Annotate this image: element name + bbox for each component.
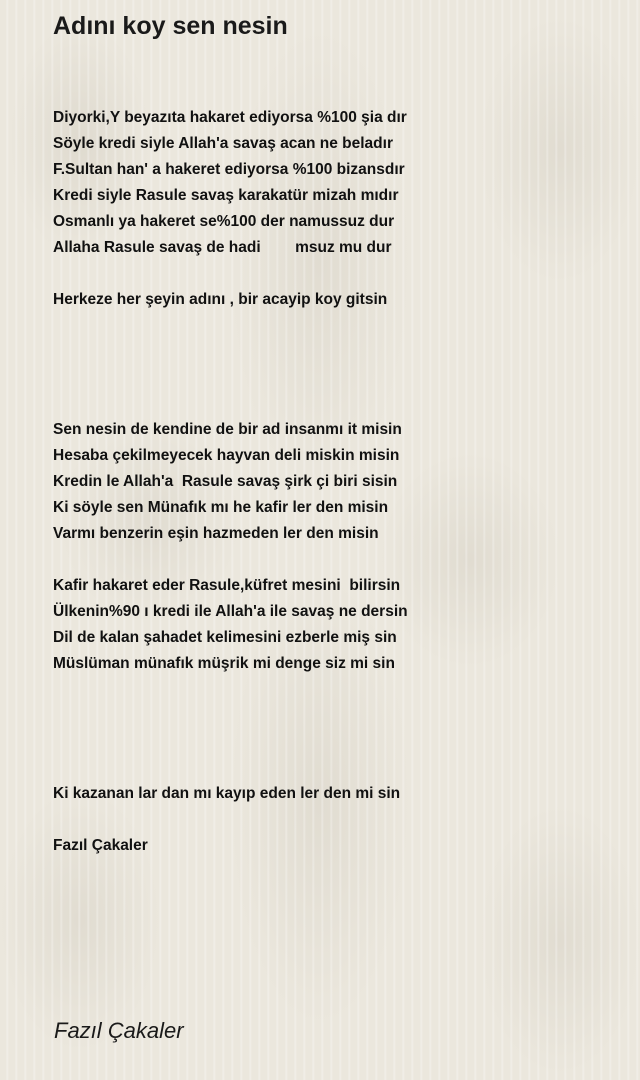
poem-line: Söyle kredi siyle Allah'a savaş acan ne beladır [53, 135, 393, 152]
poem-line: Kredi siyle Rasule savaş karakatür mizah mıdır [53, 187, 399, 204]
poem-blank-line [53, 755, 613, 781]
poem-blank-line [53, 729, 613, 755]
poem-blank-line [53, 807, 613, 833]
poem-body [53, 105, 613, 859]
poem-line: Diyorki,Y beyazıta hakaret ediyorsa %100 şia dır [53, 109, 407, 126]
poem-line: Sen nesin de kendine de bir ad insanmı it misin [53, 421, 402, 438]
poem-blank-line [53, 703, 613, 729]
poem-line: Ki söyle sen Münafık mı he kafir ler den misin [53, 499, 389, 516]
author-signature: Fazıl Çakaler [54, 1018, 184, 1043]
poem-line: Dil de kalan şahadet kelimesini ezberle miş sin [53, 629, 397, 646]
poem-line: Kafir hakaret eder Rasule,küfret mesini bilirsin [53, 577, 401, 594]
poem-blank-line [53, 313, 613, 339]
poem-line: Allaha Rasule savaş de hadi msuz mu dur [53, 239, 392, 256]
poem-blank-line [53, 365, 613, 391]
poem-line: Varmı benzerin eşin hazmeden ler den misin [53, 525, 379, 542]
poem-title: Adını koy sen nesin [53, 12, 288, 40]
poem-line: Herkeze her şeyin adını , bir acayip koy gitsin [53, 291, 388, 308]
poem-blank-line [53, 391, 613, 417]
poem-line: Kredin le Allah'a Rasule savaş şirk çi biri sisin [53, 473, 398, 490]
poem-line: Fazıl Çakaler [53, 837, 148, 854]
poem-line: Ki kazanan lar dan mı kayıp eden ler den mi sin [53, 785, 401, 802]
poem-line: Osmanlı ya hakeret se%100 der namussuz dur [53, 213, 395, 230]
poem-line: F.Sultan han' a hakeret ediyorsa %100 bizansdır [53, 161, 405, 178]
poem-blank-line [53, 677, 613, 703]
poem-blank-line [53, 339, 613, 365]
poem-line: Hesaba çekilmeyecek hayvan deli miskin misin [53, 447, 400, 464]
poem-blank-line [53, 261, 613, 287]
poem-line: Müslüman münafık müşrik mi denge siz mi sin [53, 655, 395, 672]
poem-line: Ülkenin%90 ı kredi ile Allah'a ile savaş ne dersin [53, 603, 408, 620]
poem-blank-line [53, 547, 613, 573]
